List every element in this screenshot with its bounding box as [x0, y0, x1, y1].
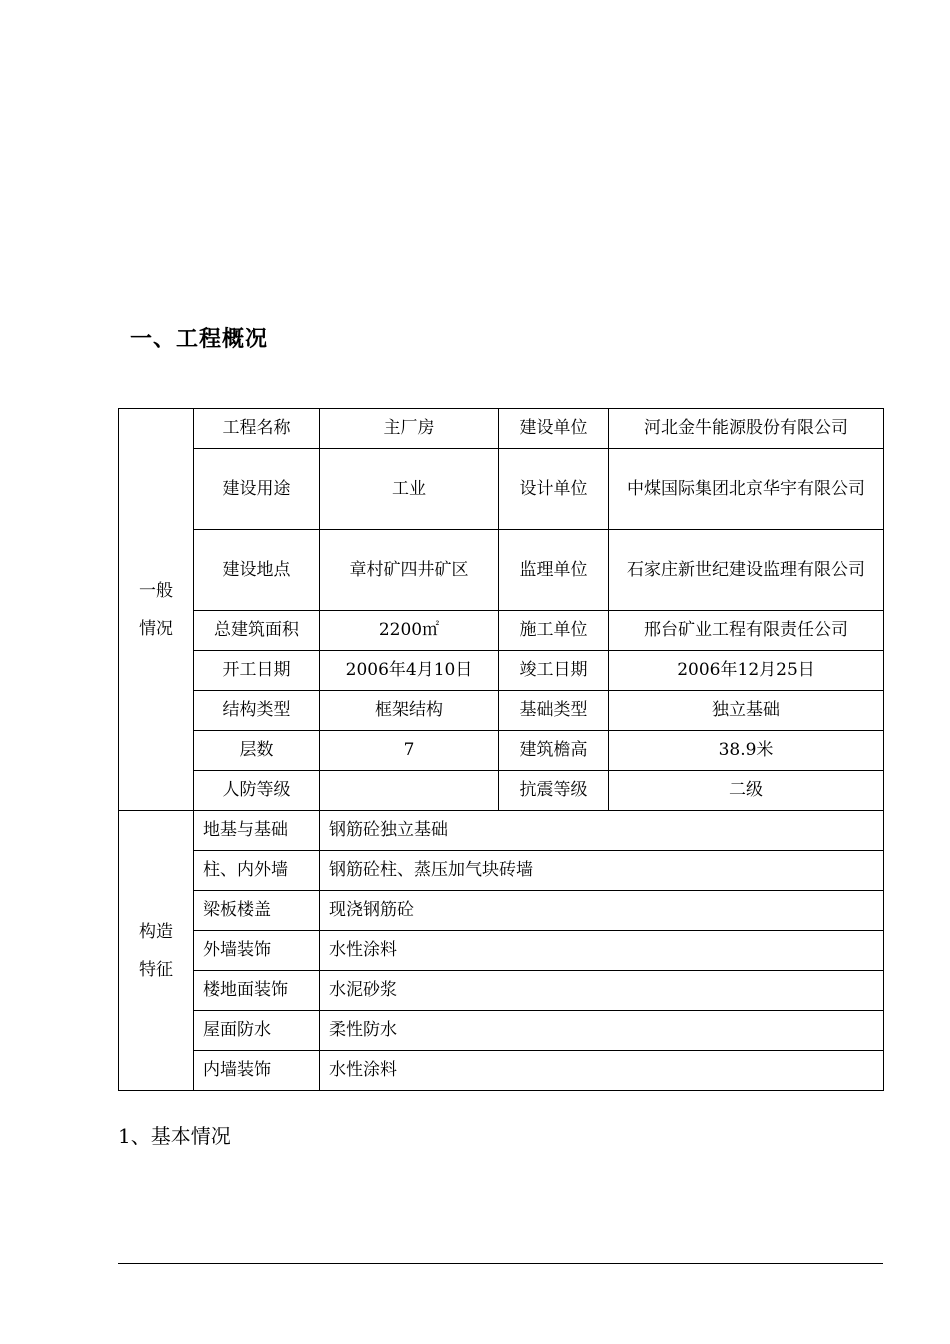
feature-label: 内墙装饰: [194, 1051, 320, 1091]
field-value: 主厂房: [320, 409, 499, 449]
field-label: 竣工日期: [499, 651, 609, 691]
feature-value: 柔性防水: [320, 1011, 884, 1051]
table-row: [119, 449, 884, 530]
category-construction-line2: 特征: [139, 959, 173, 980]
feature-label: 楼地面装饰: [194, 971, 320, 1011]
field-value: 章村矿四井矿区: [320, 530, 499, 611]
field-value: 中煤国际集团北京华宇有限公司: [609, 449, 884, 530]
field-value: 2006年4月10日: [320, 651, 499, 691]
field-value: 邢台矿业工程有限责任公司: [609, 611, 884, 651]
field-label: 总建筑面积: [194, 611, 320, 651]
feature-value: 钢筋砼独立基础: [320, 811, 884, 851]
field-label: 层数: [194, 731, 320, 771]
table-row: [119, 851, 884, 891]
feature-label: 梁板楼盖: [194, 891, 320, 931]
table-row: [119, 651, 884, 691]
feature-value: 水性涂料: [320, 1051, 884, 1091]
field-label: 人防等级: [194, 771, 320, 811]
field-value: 石家庄新世纪建设监理有限公司: [609, 530, 884, 611]
subsection-heading: 1、基本情况: [118, 1124, 231, 1148]
footer-divider: [118, 1263, 883, 1264]
category-construction: [119, 811, 194, 1091]
feature-value: 水性涂料: [320, 931, 884, 971]
feature-value: 水泥砂浆: [320, 971, 884, 1011]
field-label: 建筑檐高: [499, 731, 609, 771]
field-label: 设计单位: [499, 449, 609, 530]
table-row: [119, 771, 884, 811]
table-row: [119, 891, 884, 931]
table-row: [119, 611, 884, 651]
table-row: [119, 1051, 884, 1091]
table-row: [119, 691, 884, 731]
table-row: [119, 530, 884, 611]
field-value: 河北金牛能源股份有限公司: [609, 409, 884, 449]
table-row: [119, 731, 884, 771]
table-row: [119, 1011, 884, 1051]
field-label: 施工单位: [499, 611, 609, 651]
field-label: 工程名称: [194, 409, 320, 449]
category-general: [119, 409, 194, 811]
field-value: 二级: [609, 771, 884, 811]
category-general-line2: 情况: [139, 618, 173, 639]
field-label: 建设单位: [499, 409, 609, 449]
field-value: 独立基础: [609, 691, 884, 731]
field-label: 结构类型: [194, 691, 320, 731]
field-label: 开工日期: [194, 651, 320, 691]
category-general-line1: 一般: [139, 580, 173, 601]
feature-label: 外墙装饰: [194, 931, 320, 971]
field-label: 建设地点: [194, 530, 320, 611]
field-label: 抗震等级: [499, 771, 609, 811]
feature-label: 柱、内外墙: [194, 851, 320, 891]
field-value: [320, 771, 499, 811]
field-value: 7: [320, 731, 499, 771]
field-value: 2006年12月25日: [609, 651, 884, 691]
feature-label: 地基与基础: [194, 811, 320, 851]
field-label: 建设用途: [194, 449, 320, 530]
feature-value: 钢筋砼柱、蒸压加气块砖墙: [320, 851, 884, 891]
table-row: [119, 931, 884, 971]
field-label: 基础类型: [499, 691, 609, 731]
table-row: [119, 971, 884, 1011]
field-value: 38.9米: [609, 731, 884, 771]
field-value: 框架结构: [320, 691, 499, 731]
field-label: 监理单位: [499, 530, 609, 611]
project-overview-table: [118, 408, 884, 1091]
category-construction-line1: 构造: [139, 921, 173, 942]
field-value: 2200㎡: [320, 611, 499, 651]
field-value: 工业: [320, 449, 499, 530]
table-row: [119, 409, 884, 449]
table-row: [119, 811, 884, 851]
section-heading: 一、工程概况: [130, 327, 269, 352]
feature-label: 屋面防水: [194, 1011, 320, 1051]
feature-value: 现浇钢筋砼: [320, 891, 884, 931]
